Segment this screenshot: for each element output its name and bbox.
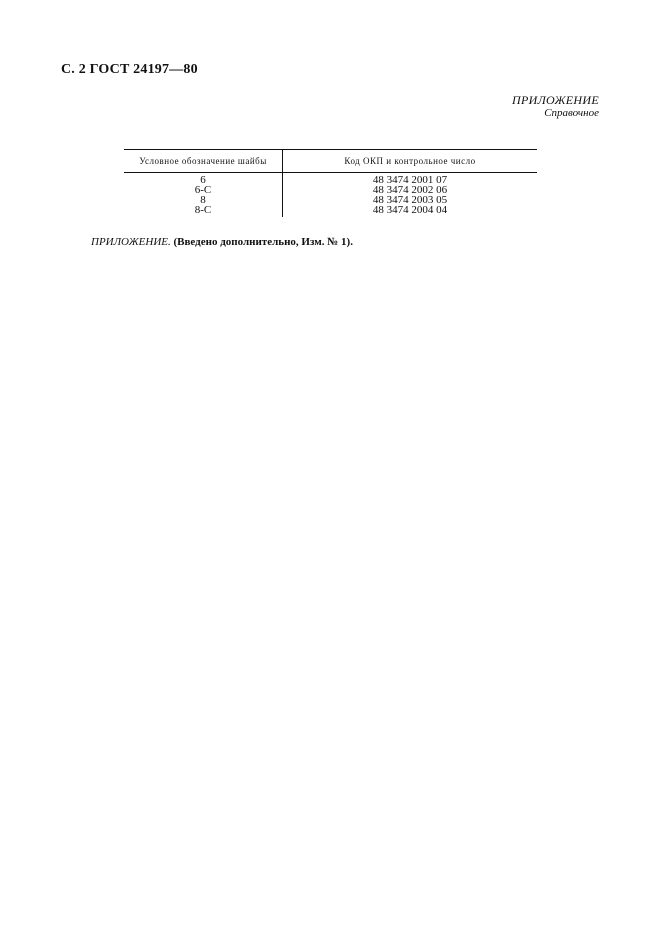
appendix-subtitle: Справочное: [544, 107, 599, 119]
amendment-note-text: (Введено дополнительно, Изм. № 1).: [173, 236, 353, 248]
cell-designation: 6: [124, 173, 283, 186]
cell-okp-code: 48 3474 2003 05: [372, 194, 448, 206]
table-row: [124, 195, 537, 205]
appendix-title: ПРИЛОЖЕНИЕ: [512, 93, 599, 107]
column-header-designation: Условное обозначение шайбы: [124, 150, 283, 173]
amendment-note: [91, 236, 353, 248]
table-row: [124, 173, 537, 186]
table-header-row: [124, 150, 537, 173]
cell-okp-code: 48 3474 2004 04: [372, 204, 448, 216]
table-row: [124, 205, 537, 217]
page-header: С. 2 ГОСТ 24197—80: [61, 62, 198, 77]
cell-okp-code: 48 3474 2002 06: [372, 184, 448, 196]
table-row: [124, 185, 537, 195]
cell-designation: 8-С: [124, 205, 283, 217]
cell-designation: 6-С: [124, 185, 283, 195]
column-header-okp-code: Код ОКП и контрольное число: [283, 150, 538, 173]
cell-okp-code: 48 3474 2001 07: [372, 174, 448, 186]
appendix-heading: [512, 94, 599, 120]
washer-code-table: [124, 149, 537, 217]
amendment-note-label: ПРИЛОЖЕНИЕ.: [91, 236, 171, 248]
cell-designation: 8: [124, 195, 283, 205]
